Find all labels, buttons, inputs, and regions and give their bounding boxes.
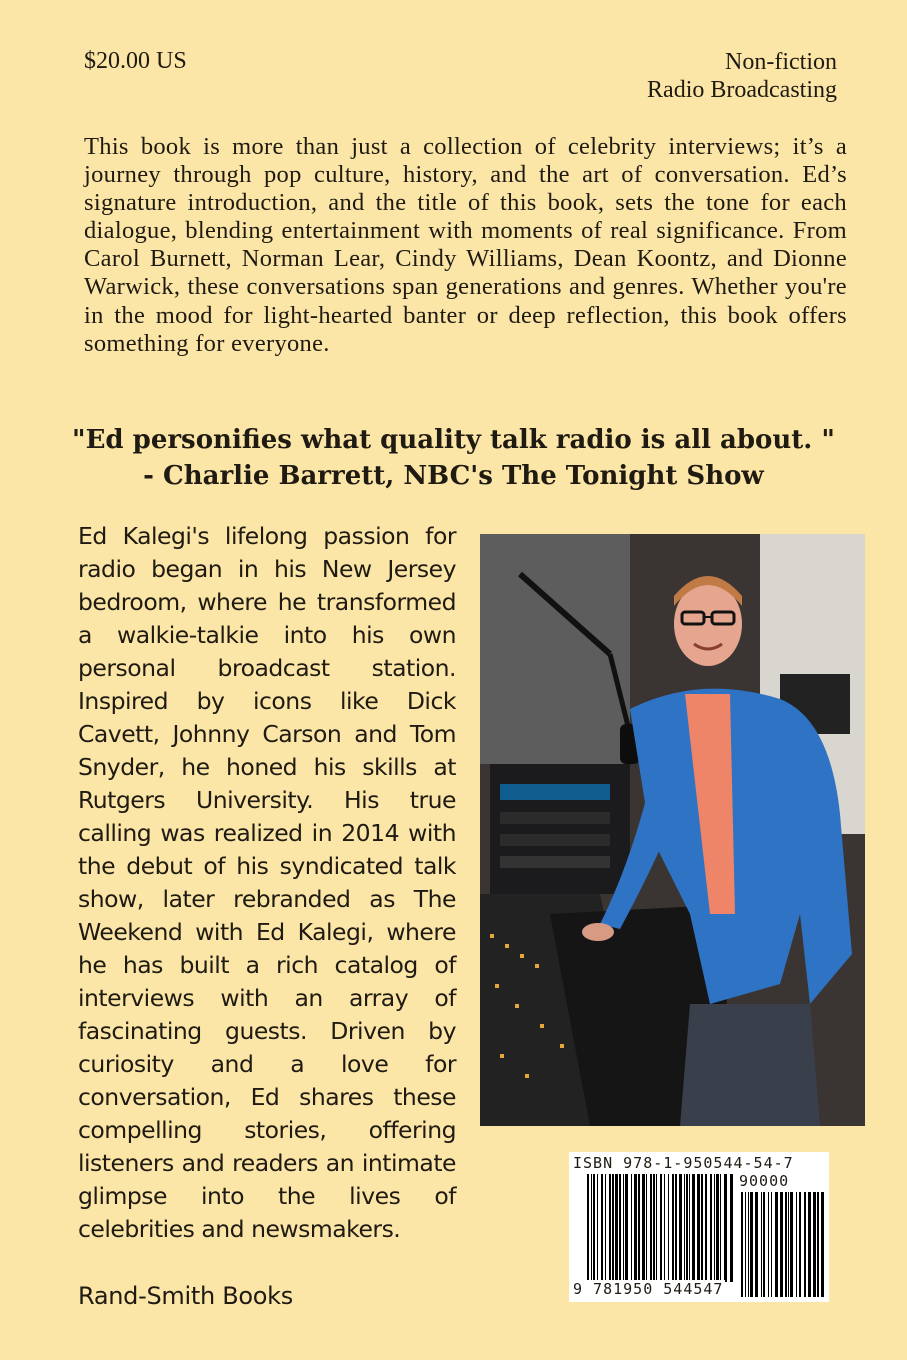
endorsement-quote xyxy=(60,422,847,494)
isbn-number: ISBN 978-1-950544-54-7 xyxy=(573,1154,794,1172)
genre-subcategory: Radio Broadcasting xyxy=(647,77,837,103)
genre-label xyxy=(647,48,837,104)
book-description: This book is more than just a collection of celebrity interviews; it’s a journey through pop culture, history, and the art of conversation. Ed’s signature introduction, and the title of this book, sets the tone for each dialogue, blending entertainment with moments of real significance. From Carol Burnett, Norman Lear, Cindy Williams, Dean Koontz, and Dionne Warwick, these conversations span generations and genres. Whether you're in the mood for light-hearted banter or deep reflection, this book offers something for everyone. xyxy=(84,133,847,357)
price-label: $20.00 US xyxy=(84,48,187,74)
isbn-barcode xyxy=(569,1152,829,1302)
publisher-name: Rand-Smith Books xyxy=(78,1282,293,1310)
author-bio: Ed Kalegi's lifelong passion for radio began in his New Jersey bedroom, where he transformed a walkie-talkie into his own personal broadcast station. Inspired by icons like Dick Cavett, Johnny Carson and Tom Snyder, he honed his skills at Rutgers University. His true calling was realized in 2014 with the debut of his syndicated talk show, later rebranded as The Weekend with Ed Kalegi, where he has built a rich catalog of interviews with an array of fascinating guests. Driven by curiosity and a love for conversation, Ed shares these compelling stories, offering listeners and readers an intimate glimpse into the lives of celebrities and newsmakers. xyxy=(78,522,456,1243)
quote-text: "Ed personifies what quality talk radio is all about. " xyxy=(72,425,835,455)
ean-digits: 9 781950 544547 xyxy=(573,1280,724,1298)
author-photo xyxy=(480,534,865,1126)
quote-attribution: - Charlie Barrett, NBC's The Tonight Show xyxy=(143,461,764,491)
genre-category: Non-fiction xyxy=(725,49,837,75)
price-addon-code: 90000 xyxy=(739,1172,790,1190)
